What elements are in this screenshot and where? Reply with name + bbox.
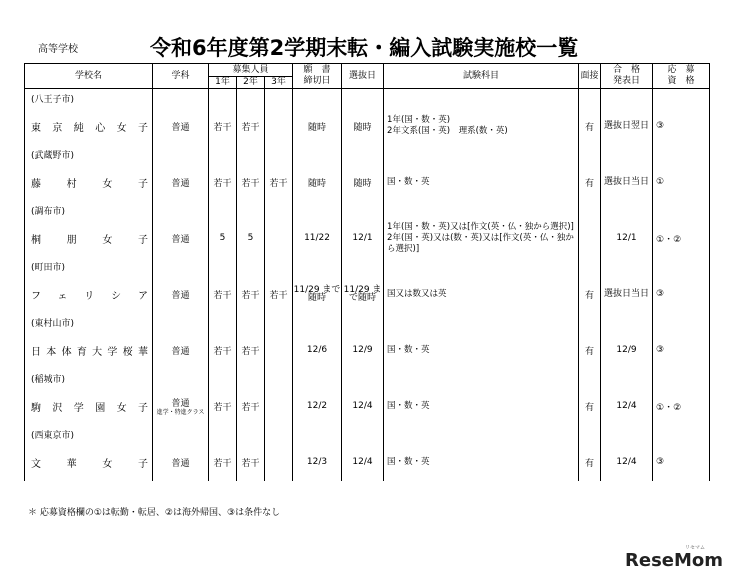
deadline-cell	[293, 163, 342, 201]
deadline-value: 随時	[308, 178, 327, 189]
course-name: 普通	[171, 399, 190, 409]
table-row	[25, 219, 710, 257]
subject-line: 1年(国・数・英)	[387, 115, 451, 125]
interview-cell	[579, 219, 601, 257]
deadline-value: 12/6	[306, 345, 328, 355]
header-deadline: 願 書 締切日	[293, 64, 342, 89]
grade2-count: 若干	[237, 387, 265, 425]
selection-cell	[342, 107, 384, 145]
selection-value: 12/4	[352, 457, 373, 467]
course-name: 普通	[171, 178, 190, 189]
city-label: (町田市)	[25, 257, 153, 275]
selection-cell	[342, 163, 384, 201]
subjects-cell	[384, 219, 579, 257]
grade1-count: 若干	[209, 331, 237, 369]
deadline-cell	[293, 107, 342, 145]
city-row	[25, 369, 710, 387]
subjects-cell	[384, 275, 579, 313]
grade1-count: 5	[209, 219, 237, 257]
announce-date: 12/4	[601, 387, 653, 425]
course-name: 普通	[171, 234, 190, 245]
school-name: フェリシア	[25, 275, 153, 313]
grade2-count: 5	[237, 219, 265, 257]
course-name: 普通	[171, 122, 190, 133]
school-name: 桐朋女子	[25, 219, 153, 257]
selection-value: 12/9	[352, 345, 373, 355]
grade2-count: 若干	[237, 331, 265, 369]
grade3-count	[265, 107, 293, 145]
table-row	[25, 107, 710, 145]
selection-value: 12/4	[352, 401, 373, 411]
header-subjects: 試験科目	[384, 64, 579, 89]
header-course: 学科	[153, 64, 209, 89]
qualification-cell: ③	[653, 107, 710, 145]
deadline-cell	[293, 331, 342, 369]
selection-value: 12/1	[352, 233, 373, 243]
deadline-value: 12/3	[306, 457, 328, 467]
announce-date: 12/4	[601, 443, 653, 481]
header-interview: 面接	[579, 64, 601, 89]
school-name: 藤村女子	[25, 163, 153, 201]
grade1-count: 若干	[209, 107, 237, 145]
city-row	[25, 425, 710, 443]
grade3-count	[265, 219, 293, 257]
qualification-cell: ③	[653, 443, 710, 481]
city-label: (西東京市)	[25, 425, 153, 443]
section-label: 高等学校	[38, 44, 78, 55]
deadline-value: 随時	[308, 122, 327, 133]
city-row	[25, 257, 710, 275]
deadline-cell	[293, 219, 342, 257]
city-row	[25, 201, 710, 219]
subject-line: 1年(国・数・英)又は[作文(英・仏・独から選択)]	[387, 221, 574, 232]
interview-cell: 有	[579, 443, 601, 481]
announce-date: 選抜日当日	[601, 163, 653, 201]
grade1-count: 若干	[209, 163, 237, 201]
city-row	[25, 313, 710, 331]
header-announce: 合 格 発表日	[601, 64, 653, 89]
grade3-count: 若干	[265, 275, 293, 313]
subject-line: 2年(国・英)又は(数・英)又は[作文(英・仏・独から選択)]	[387, 232, 574, 254]
qualification-cell: ①	[653, 163, 710, 201]
table-row	[25, 163, 710, 201]
qualification-cell: ①・②	[653, 219, 710, 257]
deadline-cell	[293, 275, 342, 313]
course-note: 進学・特進クラス	[156, 409, 205, 416]
grade1-count: 若干	[209, 275, 237, 313]
header-qualification: 応 募 資 格	[653, 64, 710, 89]
course-name: 普通	[171, 346, 190, 357]
school-name: 文華女子	[25, 443, 153, 481]
course-cell	[153, 219, 209, 257]
grade3-count	[265, 387, 293, 425]
selection-value: 11/29 まで随時	[343, 285, 382, 303]
interview-cell: 有	[579, 387, 601, 425]
course-cell	[153, 443, 209, 481]
subject-line: 国又は数又は英	[387, 288, 447, 299]
city-label: (八王子市)	[25, 89, 153, 108]
subjects-cell	[384, 107, 579, 145]
header-recruit: 募集人員	[209, 64, 293, 77]
course-cell	[153, 387, 209, 425]
header-grade3: 3年	[265, 77, 293, 89]
subject-line: 国・数・英	[387, 344, 430, 355]
grade3-count: 若干	[265, 163, 293, 201]
subject-line: 国・数・英	[387, 456, 430, 467]
course-cell	[153, 275, 209, 313]
selection-cell	[342, 443, 384, 481]
announce-date: 12/1	[601, 219, 653, 257]
header-grade2: 2年	[237, 77, 265, 89]
subjects-cell	[384, 163, 579, 201]
page-title: 令和6年度第2学期末転・編入試験実施校一覧	[150, 36, 579, 60]
grade3-count	[265, 443, 293, 481]
grade2-count: 若干	[237, 163, 265, 201]
subjects-cell	[384, 331, 579, 369]
city-row	[25, 89, 710, 108]
deadline-value: 11/22	[304, 233, 330, 243]
announce-date: 選抜日当日	[601, 275, 653, 313]
deadline-value: 12/2	[306, 401, 328, 411]
deadline-cell	[293, 443, 342, 481]
school-name: 東京純心女子	[25, 107, 153, 145]
course-cell	[153, 107, 209, 145]
deadline-cell	[293, 387, 342, 425]
interview-cell: 有	[579, 275, 601, 313]
grade2-count: 若干	[237, 107, 265, 145]
qualification-cell: ③	[653, 331, 710, 369]
interview-cell: 有	[579, 331, 601, 369]
header-selection: 選抜日	[342, 64, 384, 89]
qualification-cell: ①・②	[653, 387, 710, 425]
city-label: (調布市)	[25, 201, 153, 219]
grade3-count	[265, 331, 293, 369]
city-label: (稲城市)	[25, 369, 153, 387]
table-row	[25, 275, 710, 313]
header-school: 学校名	[25, 64, 153, 89]
selection-cell	[342, 275, 384, 313]
selection-value: 随時	[353, 178, 372, 189]
subject-line: 国・数・英	[387, 176, 430, 187]
announce-date: 選抜日翌日	[601, 107, 653, 145]
subject-line: 2年文系(国・英) 理系(数・英)	[387, 126, 508, 136]
interview-cell: 有	[579, 163, 601, 201]
table-row	[25, 387, 710, 425]
grade1-count: 若干	[209, 443, 237, 481]
city-label: (東村山市)	[25, 313, 153, 331]
subject-line: 国・数・英	[387, 400, 430, 411]
selection-value: 随時	[353, 122, 372, 133]
city-label: (武蔵野市)	[25, 145, 153, 163]
resemom-logo: ReseMom リセマム	[625, 545, 724, 571]
interview-cell: 有	[579, 107, 601, 145]
course-cell	[153, 163, 209, 201]
city-row	[25, 145, 710, 163]
announce-date: 12/9	[601, 331, 653, 369]
course-name: 普通	[171, 458, 190, 469]
course-cell	[153, 331, 209, 369]
schools-table	[24, 63, 710, 481]
subjects-cell	[384, 443, 579, 481]
qualification-cell: ③	[653, 275, 710, 313]
school-name: 駒沢学園女子	[25, 387, 153, 425]
selection-cell	[342, 387, 384, 425]
grade2-count: 若干	[237, 275, 265, 313]
table-row	[25, 331, 710, 369]
selection-cell	[342, 219, 384, 257]
grade2-count: 若干	[237, 443, 265, 481]
school-name: 日本体育大学桜華	[25, 331, 153, 369]
course-name: 普通	[171, 290, 190, 301]
subjects-cell	[384, 387, 579, 425]
header-grade1: 1年	[209, 77, 237, 89]
footnote: ＊ 応募資格欄の①は転勤・転居、②は海外帰国、③は条件なし	[28, 508, 281, 518]
selection-cell	[342, 331, 384, 369]
deadline-value: 11/29 まで随時	[293, 285, 341, 303]
grade1-count: 若干	[209, 387, 237, 425]
table-row	[25, 443, 710, 481]
